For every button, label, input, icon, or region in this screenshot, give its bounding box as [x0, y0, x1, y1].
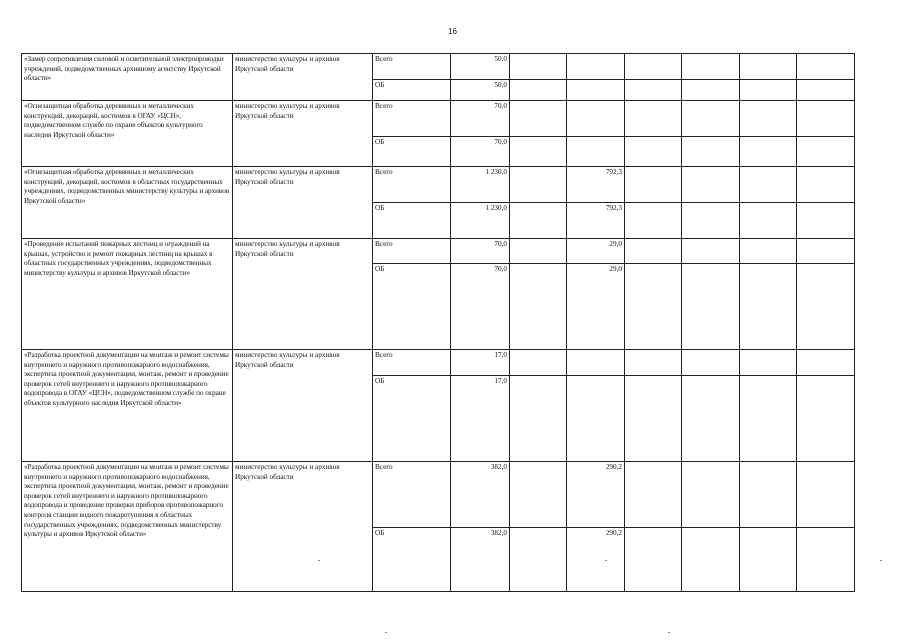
amount-cell: 1 230,0 [451, 167, 510, 203]
amount-cell: 382,0 [451, 462, 510, 528]
funding-source: ОБ [373, 203, 451, 239]
amount-cell: 50,0 [451, 54, 510, 80]
amount-cell-2 [567, 80, 625, 101]
executor: министерство культуры и архивов Иркутской области [233, 54, 373, 101]
empty-cell [797, 137, 855, 167]
program-table [21, 53, 855, 592]
empty-cell [682, 137, 740, 167]
empty-cell [797, 376, 855, 462]
empty-cell [625, 80, 682, 101]
empty-cell [625, 376, 682, 462]
empty-cell [797, 203, 855, 239]
table-row [22, 350, 855, 376]
measure-description: «Проведение испытаний пожарных лестниц и ограждений на крышах, устройство и ремонт пожарных лестниц на крышах в областных государственных учреждениях, подведомственных министерству культуры и архивов Иркутской области» [22, 239, 233, 350]
measure-description: «Разработка проектной документации на монтаж и ремонт системы внутреннего и наружного противопожарного водоснабжения, экспертиза проектной документации, монтаж, ремонт и проведение проверок сетей внутреннего и наружного противопожарного водопровода в ОГАУ «ЦСН», подведомственном службе по охране объектов культурного наследия Иркутской области» [22, 350, 233, 462]
amount-cell: 17,0 [451, 350, 510, 376]
empty-cell [625, 167, 682, 203]
empty-cell [797, 264, 855, 350]
empty-cell [797, 462, 855, 528]
empty-cell [625, 350, 682, 376]
amount-cell: 50,0 [451, 80, 510, 101]
empty-cell [625, 239, 682, 264]
empty-cell [625, 137, 682, 167]
executor: министерство культуры и архивов Иркутской области [233, 462, 373, 592]
empty-cell [740, 101, 797, 137]
scan-speck [668, 632, 670, 633]
empty-cell [797, 167, 855, 203]
empty-cell [625, 264, 682, 350]
amount-cell-2 [567, 137, 625, 167]
empty-cell [510, 462, 567, 528]
amount-cell: 70,0 [451, 137, 510, 167]
empty-cell [682, 80, 740, 101]
table-row [22, 462, 855, 528]
amount-cell: 70,0 [451, 239, 510, 264]
empty-cell [625, 528, 682, 592]
funding-source: ОБ [373, 137, 451, 167]
amount-cell-2: 290,2 [567, 528, 625, 592]
empty-cell [510, 203, 567, 239]
empty-cell [740, 54, 797, 80]
empty-cell [510, 101, 567, 137]
amount-cell-2: 29,0 [567, 264, 625, 350]
measure-description: «Огнезащитная обработка деревянных и металлических конструкций, декораций, костюмов в областных государственных учреждениях, подведомственных министерству культуры и архивов Иркутской области» [22, 167, 233, 239]
empty-cell [682, 54, 740, 80]
executor: министерство культуры и архивов Иркутской области [233, 239, 373, 350]
scan-speck [605, 560, 607, 561]
empty-cell [625, 462, 682, 528]
measure-description: «Разработка проектной документации на монтаж и ремонт системы внутреннего и наружного противопожарного водоснабжения, экспертиза проектной документации, монтаж, ремонт и проведение проверок сетей внутреннего и наружного противопожарного водопровода и проведение проверки приборов противопожарного контроля станции водного пожаротушения в областных государственных учреждениях, подведомственных министерству культуры и архивов Иркутской области» [22, 462, 233, 592]
table-row [22, 167, 855, 203]
executor: министерство культуры и архивов Иркутской области [233, 101, 373, 167]
scan-speck [385, 632, 387, 633]
funding-source: Всего [373, 462, 451, 528]
amount-cell-2 [567, 101, 625, 137]
page-number: 16 [448, 27, 457, 36]
empty-cell [625, 54, 682, 80]
amount-cell-2: 792,3 [567, 167, 625, 203]
amount-cell-2: 290,2 [567, 462, 625, 528]
scan-speck [318, 560, 320, 561]
empty-cell [682, 462, 740, 528]
empty-cell [510, 264, 567, 350]
executor: министерство культуры и архивов Иркутской области [233, 167, 373, 239]
empty-cell [625, 203, 682, 239]
funding-source: Всего [373, 239, 451, 264]
empty-cell [740, 528, 797, 592]
empty-cell [510, 528, 567, 592]
empty-cell [740, 462, 797, 528]
empty-cell [740, 137, 797, 167]
empty-cell [740, 203, 797, 239]
funding-source: ОБ [373, 80, 451, 101]
empty-cell [797, 101, 855, 137]
empty-cell [682, 239, 740, 264]
amount-cell: 382,0 [451, 528, 510, 592]
empty-cell [740, 80, 797, 101]
funding-source: Всего [373, 350, 451, 376]
executor: министерство культуры и архивов Иркутской области [233, 350, 373, 462]
amount-cell-2: 792,3 [567, 203, 625, 239]
measure-description: «Огнезащитная обработка деревянных и металлических конструкций, декораций, костюмов в ОГАУ «ЦСН», подведомственном службе по охране объектов культурного наследия Иркутской области» [22, 101, 233, 167]
empty-cell [740, 239, 797, 264]
empty-cell [682, 528, 740, 592]
funding-source: Всего [373, 101, 451, 137]
amount-cell: 17,0 [451, 376, 510, 462]
empty-cell [510, 350, 567, 376]
empty-cell [740, 167, 797, 203]
empty-cell [682, 167, 740, 203]
amount-cell: 70,0 [451, 264, 510, 350]
table-row [22, 239, 855, 264]
empty-cell [510, 137, 567, 167]
funding-source: ОБ [373, 264, 451, 350]
empty-cell [797, 239, 855, 264]
empty-cell [797, 350, 855, 376]
empty-cell [797, 528, 855, 592]
empty-cell [625, 101, 682, 137]
table-row [22, 54, 855, 80]
empty-cell [797, 54, 855, 80]
amount-cell-2 [567, 54, 625, 80]
amount-cell-2 [567, 350, 625, 376]
empty-cell [510, 167, 567, 203]
empty-cell [510, 376, 567, 462]
empty-cell [682, 264, 740, 350]
empty-cell [682, 350, 740, 376]
empty-cell [797, 80, 855, 101]
funding-source: Всего [373, 167, 451, 203]
empty-cell [740, 376, 797, 462]
empty-cell [510, 54, 567, 80]
amount-cell-2: 29,0 [567, 239, 625, 264]
empty-cell [510, 239, 567, 264]
amount-cell-2 [567, 376, 625, 462]
empty-cell [740, 350, 797, 376]
amount-cell: 70,0 [451, 101, 510, 137]
funding-source: ОБ [373, 376, 451, 462]
empty-cell [682, 203, 740, 239]
measure-description: «Замер сопротивления силовой и осветительной электропроводки учреждений, подведомственных архивному агентству Иркутской области» [22, 54, 233, 101]
empty-cell [510, 80, 567, 101]
table-row [22, 101, 855, 137]
funding-source: Всего [373, 54, 451, 80]
empty-cell [682, 101, 740, 137]
empty-cell [740, 264, 797, 350]
funding-source: ОБ [373, 528, 451, 592]
amount-cell: 1 230,0 [451, 203, 510, 239]
scan-speck [880, 560, 882, 561]
empty-cell [682, 376, 740, 462]
